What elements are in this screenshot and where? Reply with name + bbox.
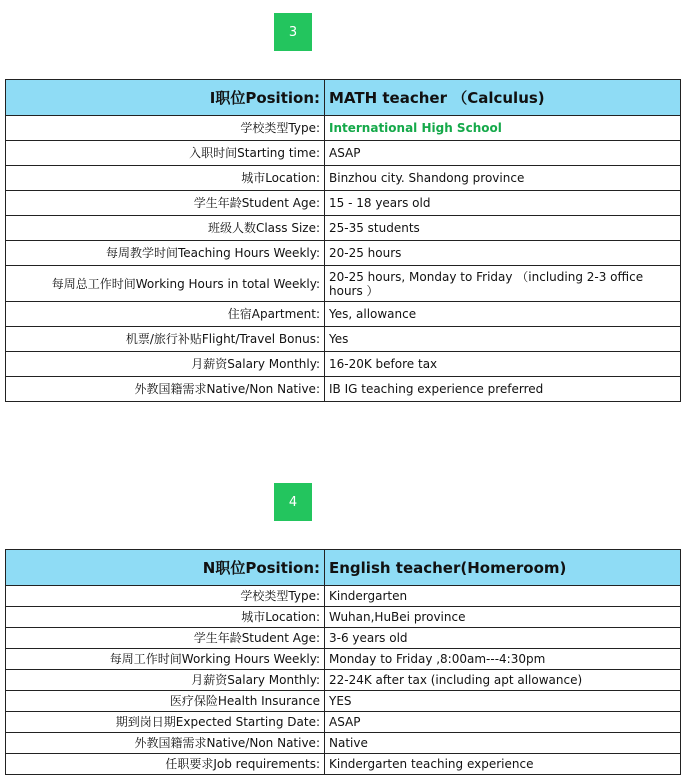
row-value: Kindergarten teaching experience bbox=[325, 754, 681, 775]
position-value: English teacher(Homeroom) bbox=[325, 550, 681, 586]
row-value: 25-35 students bbox=[325, 216, 681, 241]
row-label: 城市Location: bbox=[6, 166, 325, 191]
table-row bbox=[6, 712, 681, 733]
table-row bbox=[6, 607, 681, 628]
row-label: 学校类型Type: bbox=[6, 586, 325, 607]
table-row bbox=[6, 628, 681, 649]
table-row bbox=[6, 302, 681, 327]
row-label: 机票/旅行补贴Flight/Travel Bonus: bbox=[6, 327, 325, 352]
row-label: 城市Location: bbox=[6, 607, 325, 628]
row-value: ASAP bbox=[325, 712, 681, 733]
row-label: 班级人数Class Size: bbox=[6, 216, 325, 241]
table-row bbox=[6, 216, 681, 241]
table-row bbox=[6, 691, 681, 712]
job-table-english-teacher bbox=[5, 549, 681, 775]
section-number-badge: 3 bbox=[274, 13, 312, 51]
table-row bbox=[6, 141, 681, 166]
row-value: 16-20K before tax bbox=[325, 352, 681, 377]
table-row bbox=[6, 649, 681, 670]
position-value: MATH teacher （Calculus) bbox=[325, 80, 681, 116]
table-row bbox=[6, 754, 681, 775]
row-value: Binzhou city. Shandong province bbox=[325, 166, 681, 191]
row-value: Kindergarten bbox=[325, 586, 681, 607]
table-row bbox=[6, 166, 681, 191]
row-label: 每周工作时间Working Hours Weekly: bbox=[6, 649, 325, 670]
table-row bbox=[6, 377, 681, 402]
row-value: International High School bbox=[325, 116, 681, 141]
table-row bbox=[6, 241, 681, 266]
row-value: Yes bbox=[325, 327, 681, 352]
table-row bbox=[6, 352, 681, 377]
row-value: Native bbox=[325, 733, 681, 754]
row-label: 任职要求Job requirements: bbox=[6, 754, 325, 775]
table-row bbox=[6, 327, 681, 352]
row-label: 每周总工作时间Working Hours in total Weekly: bbox=[6, 266, 325, 302]
row-value: 3-6 years old bbox=[325, 628, 681, 649]
row-label: 月薪资Salary Monthly: bbox=[6, 670, 325, 691]
position-label: I职位Position: bbox=[6, 80, 325, 116]
section-number-badge: 4 bbox=[274, 483, 312, 521]
row-value: 20-25 hours, Monday to Friday （including 2-3 office hours ） bbox=[325, 266, 681, 302]
row-value: ASAP bbox=[325, 141, 681, 166]
job-table-math-teacher bbox=[5, 79, 681, 402]
position-label: N职位Position: bbox=[6, 550, 325, 586]
table-row bbox=[6, 670, 681, 691]
table-row bbox=[6, 586, 681, 607]
row-value: IB IG teaching experience preferred bbox=[325, 377, 681, 402]
row-label: 住宿Apartment: bbox=[6, 302, 325, 327]
table-row bbox=[6, 116, 681, 141]
row-label: 学生年龄Student Age: bbox=[6, 191, 325, 216]
row-label: 学校类型Type: bbox=[6, 116, 325, 141]
row-value: 20-25 hours bbox=[325, 241, 681, 266]
row-label: 外教国籍需求Native/Non Native: bbox=[6, 377, 325, 402]
row-value: Wuhan,HuBei province bbox=[325, 607, 681, 628]
table-row bbox=[6, 191, 681, 216]
position-header-row bbox=[6, 80, 681, 116]
row-value: Yes, allowance bbox=[325, 302, 681, 327]
row-value: Monday to Friday ,8:00am---4:30pm bbox=[325, 649, 681, 670]
position-header-row bbox=[6, 550, 681, 586]
row-value: 22-24K after tax (including apt allowance) bbox=[325, 670, 681, 691]
row-value: YES bbox=[325, 691, 681, 712]
row-label: 学生年龄Student Age: bbox=[6, 628, 325, 649]
table-row bbox=[6, 266, 681, 302]
row-label: 期到岗日期Expected Starting Date: bbox=[6, 712, 325, 733]
row-label: 月薪资Salary Monthly: bbox=[6, 352, 325, 377]
row-label: 外教国籍需求Native/Non Native: bbox=[6, 733, 325, 754]
row-value: 15 - 18 years old bbox=[325, 191, 681, 216]
row-label: 入职时间Starting time: bbox=[6, 141, 325, 166]
row-label: 每周教学时间Teaching Hours Weekly: bbox=[6, 241, 325, 266]
row-label: 医疗保险Health Insurance bbox=[6, 691, 325, 712]
table-row bbox=[6, 733, 681, 754]
